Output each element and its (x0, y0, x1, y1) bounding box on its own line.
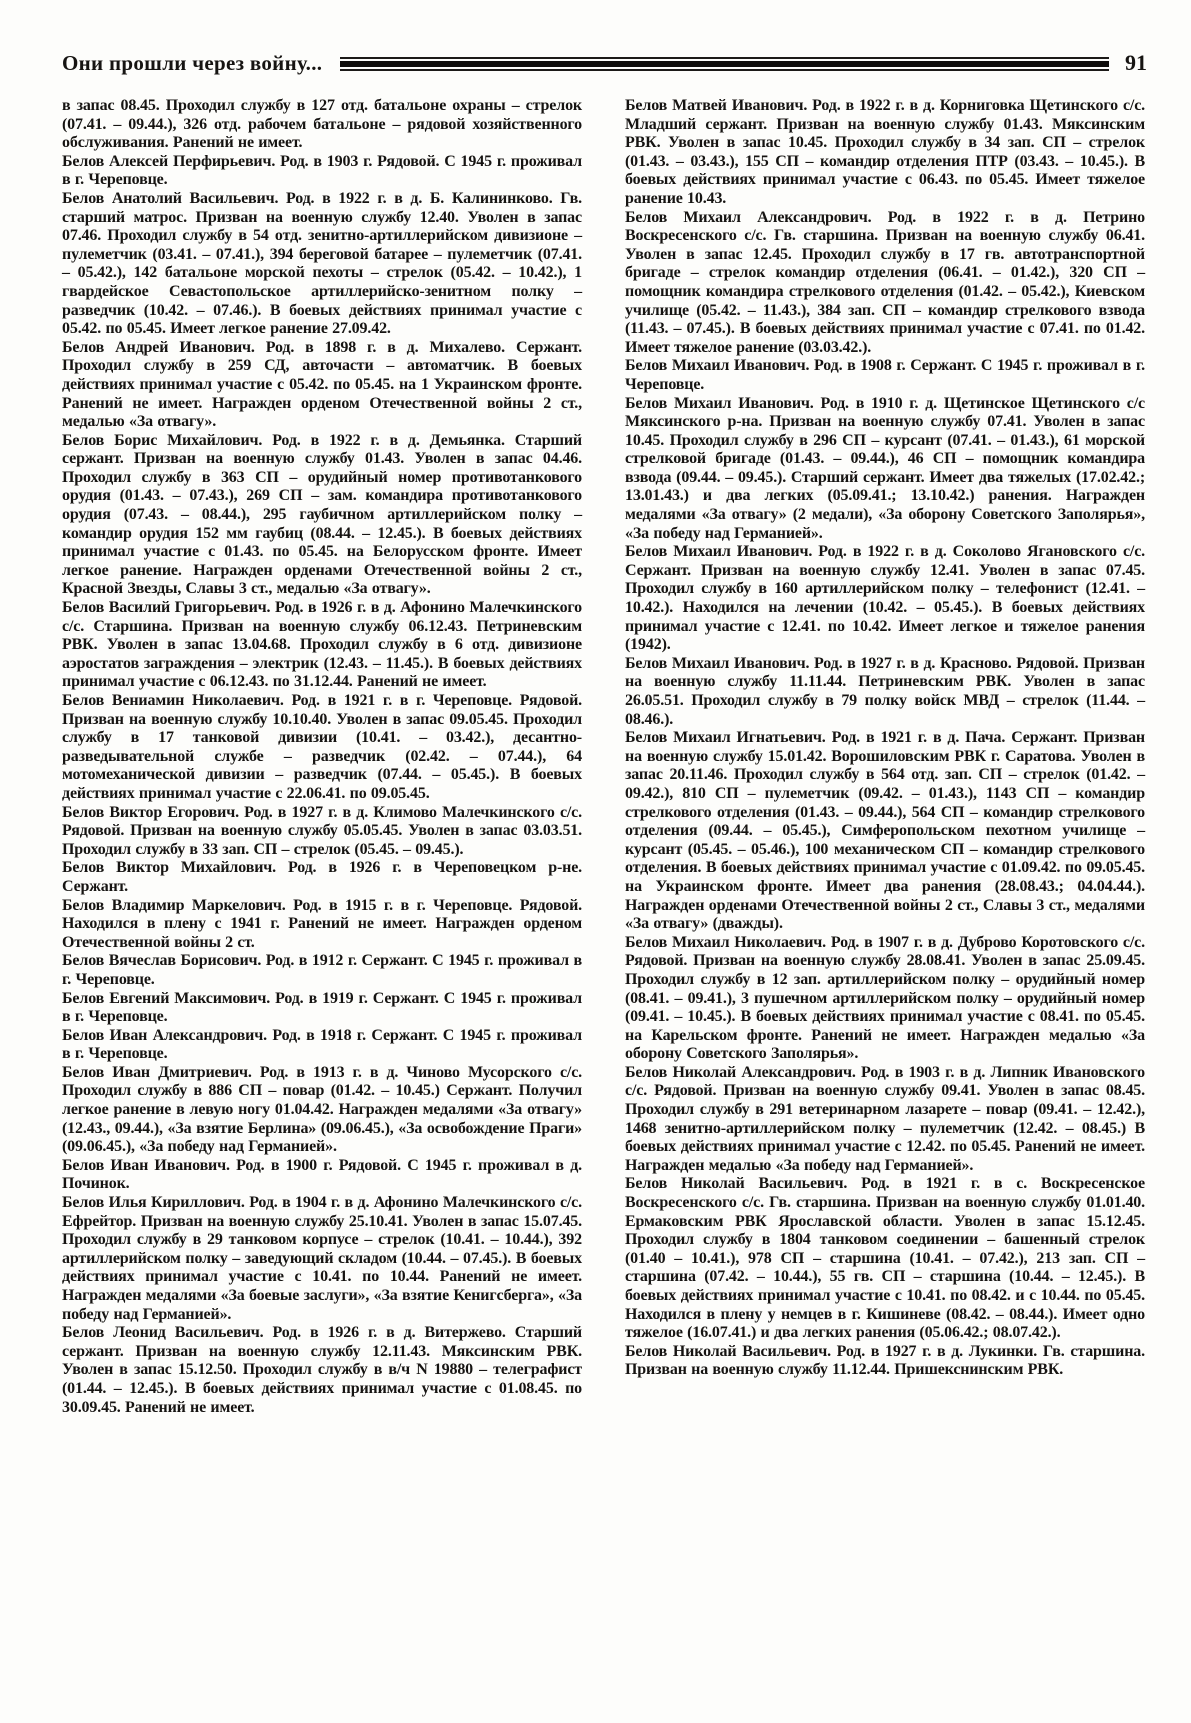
veteran-entry: Белов Иван Александрович. Род. в 1918 г. Сержант. С 1945 г. проживал в г. Череповце. (62, 1026, 582, 1063)
header-rule (340, 57, 1109, 71)
veteran-entry: Белов Николай Васильевич. Род. в 1921 г. в с. Воскресенское Воскресенского с/с. Гв. старшина. Призван на военную службу 01.01.40. Ермаковским РВК Ярославской области. Уволен в запас 15.12.45. Проходил службу в 1804 танковом соединении – башенный стрелок (01.40 – 10.41.), 978 СП – старшина (10.41. – 07.42.), 213 зап. СП – старшина (07.42. – 10.44.), 55 гв. СП – старшина (10.44. – 12.45.). В боевых действиях принимал участие с 10.41. по 08.42. и с 10.44. по 05.45. Находился в плену у немцев в г. Кишиневе (08.42. – 08.44.). Имеет одно тяжелое (16.07.41.) и два легких ранения (05.06.42.; 08.07.42.). (625, 1175, 1145, 1342)
veteran-entry: Белов Михаил Александрович. Род. в 1922 г. в д. Петрино Воскресенского с/с. Гв. старшина. Призван на военную службу 06.41. Уволен в запас 12.45. Проходил службу в 17 гв. автотранспортной бригаде – стрелок командир отделения (06.41. – 01.42.), 320 СП – помощник командира стрелкового отделения (01.42. – 05.42.), Киевском училище (05.42. – 11.43.), 384 зап. СП – командир стрелкового взвода (11.43. – 07.45.). В боевых действиях принимал участие с 07.41. по 01.42. Имеет тяжелое ранение (03.03.42.). (625, 208, 1145, 356)
running-title: Они прошли через войну... (62, 50, 323, 75)
veteran-entry: Белов Иван Дмитриевич. Род. в 1913 г. в д. Чиново Мусорского с/с. Проходил службу в 886 СП – повар (01.42. – 10.45.) Сержант. Получил легкое ранение в левую ногу 01.04.42. Награжден медалями «За отвагу» (12.43., 09.44.), «За взятие Берлина» (09.06.45.), «За освобождение Праги» (09.06.45.), «За победу над Германией». (62, 1063, 582, 1156)
veteran-entry: Белов Виктор Егорович. Род. в 1927 г. в д. Климово Малечкинского с/с. Рядовой. Призван на военную службу 05.05.45. Уволен в запас 03.03.51. Проходил службу в 33 зап. СП – стрелок (05.45. – 09.45.). (62, 803, 582, 858)
veteran-entry: Белов Вячеслав Борисович. Род. в 1912 г. Сержант. С 1945 г. проживал в г. Череповце. (62, 952, 582, 988)
page-number: 91 (1125, 50, 1147, 75)
veteran-entry: Белов Андрей Иванович. Род. в 1898 г. в д. Михалево. Сержант. Проходил службу в 259 СД, авточасти – автоматчик. В боевых действиях принимал участие с 05.42. по 05.45. на 1 Украинском фронте. Ранений не имеет. Награжден орденом Отечественной войны 2 ст., медалью «За отвагу». (62, 338, 582, 431)
veteran-entry: Белов Николай Александрович. Род. в 1903 г. в д. Липник Ивановского с/с. Рядовой. Призван на военную службу 09.41. Уволен в запас 08.45. Проходил службу в 291 ветеринарном лазарете – повар (09.41. – 12.42.), 1468 зенитно-артиллерийском полку – пулеметчик (12.42. – 08.45.) В боевых действиях принимал участие с 12.42. по 05.45. Ранений не имеет. Награжден медалью «За победу над Германией». (625, 1063, 1145, 1174)
veteran-entry: Белов Илья Кириллович. Род. в 1904 г. в д. Афонино Малечкинского с/с. Ефрейтор. Призван на военную службу 25.10.41. Уволен в запас 15.07.45. Проходил службу в 29 танковом корпусе – стрелок (10.41. – 10.44.), 392 артиллерийском полку – заведующий складом (10.44. – 07.45.). В боевых действиях принимал участие с 10.41. по 10.44. Ранений не имеет. Награжден медалями «За боевые заслуги», «За взятие Кенигсберга», «За победу над Германией». (62, 1194, 582, 1323)
text-columns (62, 97, 1145, 1417)
veteran-entry: Белов Михаил Игнатьевич. Род. в 1921 г. в д. Пача. Сержант. Призван на военную службу 15.01.42. Ворошиловским РВК г. Саратова. Уволен в запас 20.11.46. Проходил службу в 564 отд. зап. СП – стрелок (01.42. – 09.42.), 810 СП – пулеметчик (09.42. – 01.43.), 1143 СП – командир стрелкового отделения (01.43. – 09.44.), 564 СП – командир стрелкового отделения (09.44. – 05.45.), Симферопольском пехотном училище – курсант (05.45. – 05.46.), 100 механическом СП – командир стрелкового отделения. В боевых действиях принимал участие с 01.09.42. по 09.05.45. на Украинском фронте. Имеет два ранения (28.08.43.; 04.04.44.). Награжден орденами Отечественной войны 2 ст., Славы 3 ст., медалями «За отвагу» (дважды). (625, 729, 1145, 933)
rule-line-middle (340, 61, 1109, 67)
page-header (62, 50, 1147, 76)
veteran-entry: Белов Евгений Максимович. Род. в 1919 г. Сержант. С 1945 г. проживал в г. Череповце. (62, 989, 582, 1026)
left-column (62, 97, 582, 1417)
veteran-entry: Белов Алексей Перфирьевич. Род. в 1903 г. Рядовой. С 1945 г. проживал в г. Череповце. (62, 152, 582, 189)
veteran-entry: Белов Виктор Михайлович. Род. в 1926 г. в Череповецком р-не. Сержант. (62, 859, 582, 895)
veteran-entry: Белов Михаил Иванович. Род. в 1910 г. д. Щетинское Щетинского с/с Мяксинского р-на. Призван на военную службу 07.41. Уволен в запас 10.45. Проходил службу в 296 СП – курсант (07.41. – 01.43.), 61 морской стрелковой бригаде (01.43. – 09.44.), 46 СП – помощник командира взвода (09.44. – 09.45.). Старший сержант. Имеет два тяжелых (17.02.42.; 13.01.43.) и два легких (05.09.41.; 13.10.42.) ранения. Награжден медалями «За отвагу» (2 медали), «За оборону Советского Заполярья», «За победу над Германией». (625, 394, 1145, 542)
rule-line-top (340, 57, 1109, 59)
veteran-entry: Белов Михаил Николаевич. Род. в 1907 г. в д. Дуброво Коротовского с/с. Рядовой. Призван на военную службу 28.08.41. Уволен в запас 25.09.45. Проходил службу в 12 зап. артиллерийском полку – орудийный номер (08.41. – 09.41.), 3 пушечном артиллерийском полку – орудийный номер (09.41. – 10.45.). В боевых действиях принимал участие с 08.41. по 05.45. на Карельском фронте. Ранений не имеет. Награжден медалью «За оборону Советского Заполярья». (625, 933, 1145, 1063)
rule-line-bottom (340, 69, 1109, 71)
right-column (625, 97, 1145, 1417)
veteran-entry: Белов Николай Васильевич. Род. в 1927 г. в д. Лукинки. Гв. старшина. Призван на военную службу 11.12.44. Пришекснинским РВК. (625, 1342, 1145, 1379)
veteran-entry: Белов Владимир Маркелович. Род. в 1915 г. в г. Череповце. Рядовой. Находился в плену с 1941 г. Ранений не имеет. Награжден орденом Отечественной войны 2 ст. (62, 896, 582, 951)
veteran-entry: Белов Михаил Иванович. Род. в 1927 г. в д. Красново. Рядовой. Призван на военную службу 11.11.44. Петриневским РВК. Уволен в запас 26.05.51. Проходил службу в 79 полку войск МВД – стрелок (11.44. – 08.46.). (625, 654, 1145, 728)
veteran-entry: Белов Василий Григорьевич. Род. в 1926 г. в д. Афонино Малечкинского с/с. Старшина. Призван на военную службу 06.12.43. Петриневским РВК. Уволен в запас 13.04.68. Проходил службу в 6 отд. дивизионе аэростатов заграждения – электрик (12.43. – 11.45.). В боевых действиях принимал участие с 06.12.43. по 31.12.44. Ранений не имеет. (62, 599, 582, 691)
veteran-entry: Белов Борис Михайлович. Род. в 1922 г. в д. Демьянка. Старший сержант. Призван на военную службу 01.43. Уволен в запас 04.46. Проходил службу в 363 СП – орудийный номер противотанкового орудия (01.43. – 07.43.), 269 СП – зам. командира противотанкового орудия (07.43. – 08.44.), 295 гаубичном артиллерийском полку – командир орудия 152 мм гаубиц (08.44. – 12.45.). В боевых действиях принимал участие с 01.43. по 05.45. на Белорусском фронте. Имеет легкое ранение. Награжден орденами Отечественной войны 2 ст., Красной Звезды, Славы 3 ст., медалью «За отвагу». (62, 431, 582, 598)
veteran-entry: Белов Леонид Васильевич. Род. в 1926 г. в д. Витержево. Старший сержант. Призван на военную службу 12.11.43. Мяксинским РВК. Уволен в запас 15.12.50. Проходил службу в в/ч N 19880 – телеграфист (01.44. – 12.45.). В боевых действиях принимал участие с 01.08.45. по 30.09.45. Ранений не имеет. (62, 1324, 582, 1416)
veteran-entry: Белов Иван Иванович. Род. в 1900 г. Рядовой. С 1945 г. проживал в д. Починок. (62, 1156, 582, 1193)
veteran-entry: Белов Вениамин Николаевич. Род. в 1921 г. в г. Череповце. Рядовой. Призван на военную службу 10.10.40. Уволен в запас 09.05.45. Проходил службу в 17 танковой дивизии (10.41. – 03.42.), десантно-разведывательной службе – разведчик (02.42. – 07.44.), 64 мотомеханической дивизии – разведчик (07.44. – 05.45.). В боевых действиях принимал участие с 22.06.41. по 09.05.45. (62, 692, 582, 802)
veteran-entry: Белов Матвей Иванович. Род. в 1922 г. в д. Корниговка Щетинского с/с. Младший сержант. Призван на военную службу 01.43. Мяксинским РВК. Уволен в запас 10.45. Проходил службу в 34 зап. СП – стрелок (01.43. – 03.43.), 155 СП – командир отделения ПТР (03.43. – 10.45.). В боевых действиях принимал участие с 06.43. по 05.45. Имеет тяжелое ранение 10.43. (625, 97, 1145, 207)
veteran-entry: Белов Михаил Иванович. Род. в 1922 г. в д. Соколово Ягановского с/с. Сержант. Призван на военную службу 12.41. Уволен в запас 07.45. Проходил службу в 160 артиллерийском полку – телефонист (12.41. – 10.42.). Находился на лечении (10.42. – 05.45.). В боевых действиях принимал участие с 12.41. по 10.42. Имеет легкое и тяжелое ранения (1942). (625, 543, 1145, 654)
veteran-entry: в запас 08.45. Проходил службу в 127 отд. батальоне охраны – стрелок (07.41. – 09.44.), 326 отд. рабочем батальоне – рядовой хозяйственного обслуживания. Ранений не имеет. (62, 97, 582, 152)
veteran-entry: Белов Михаил Иванович. Род. в 1908 г. Сержант. С 1945 г. проживал в г. Череповце. (625, 357, 1145, 393)
veteran-entry: Белов Анатолий Васильевич. Род. в 1922 г. в д. Б. Калининково. Гв. старший матрос. Призван на военную службу 12.40. Уволен в запас 07.46. Проходил службу в 54 отд. зенитно-артиллерийском дивизионе – пулеметчик (03.41. – 07.41.), 394 береговой батарее – пулеметчик (07.41. – 05.42.), 142 батальоне морской пехоты – стрелок (05.42. – 10.42.), 1 гвардейское Севастопольское артиллерийско-зенитном полку – разведчик (10.42. – 07.46.). В боевых действиях принимал участие с 05.42. по 05.45. Имеет легкое ранение 27.09.42. (62, 189, 582, 338)
